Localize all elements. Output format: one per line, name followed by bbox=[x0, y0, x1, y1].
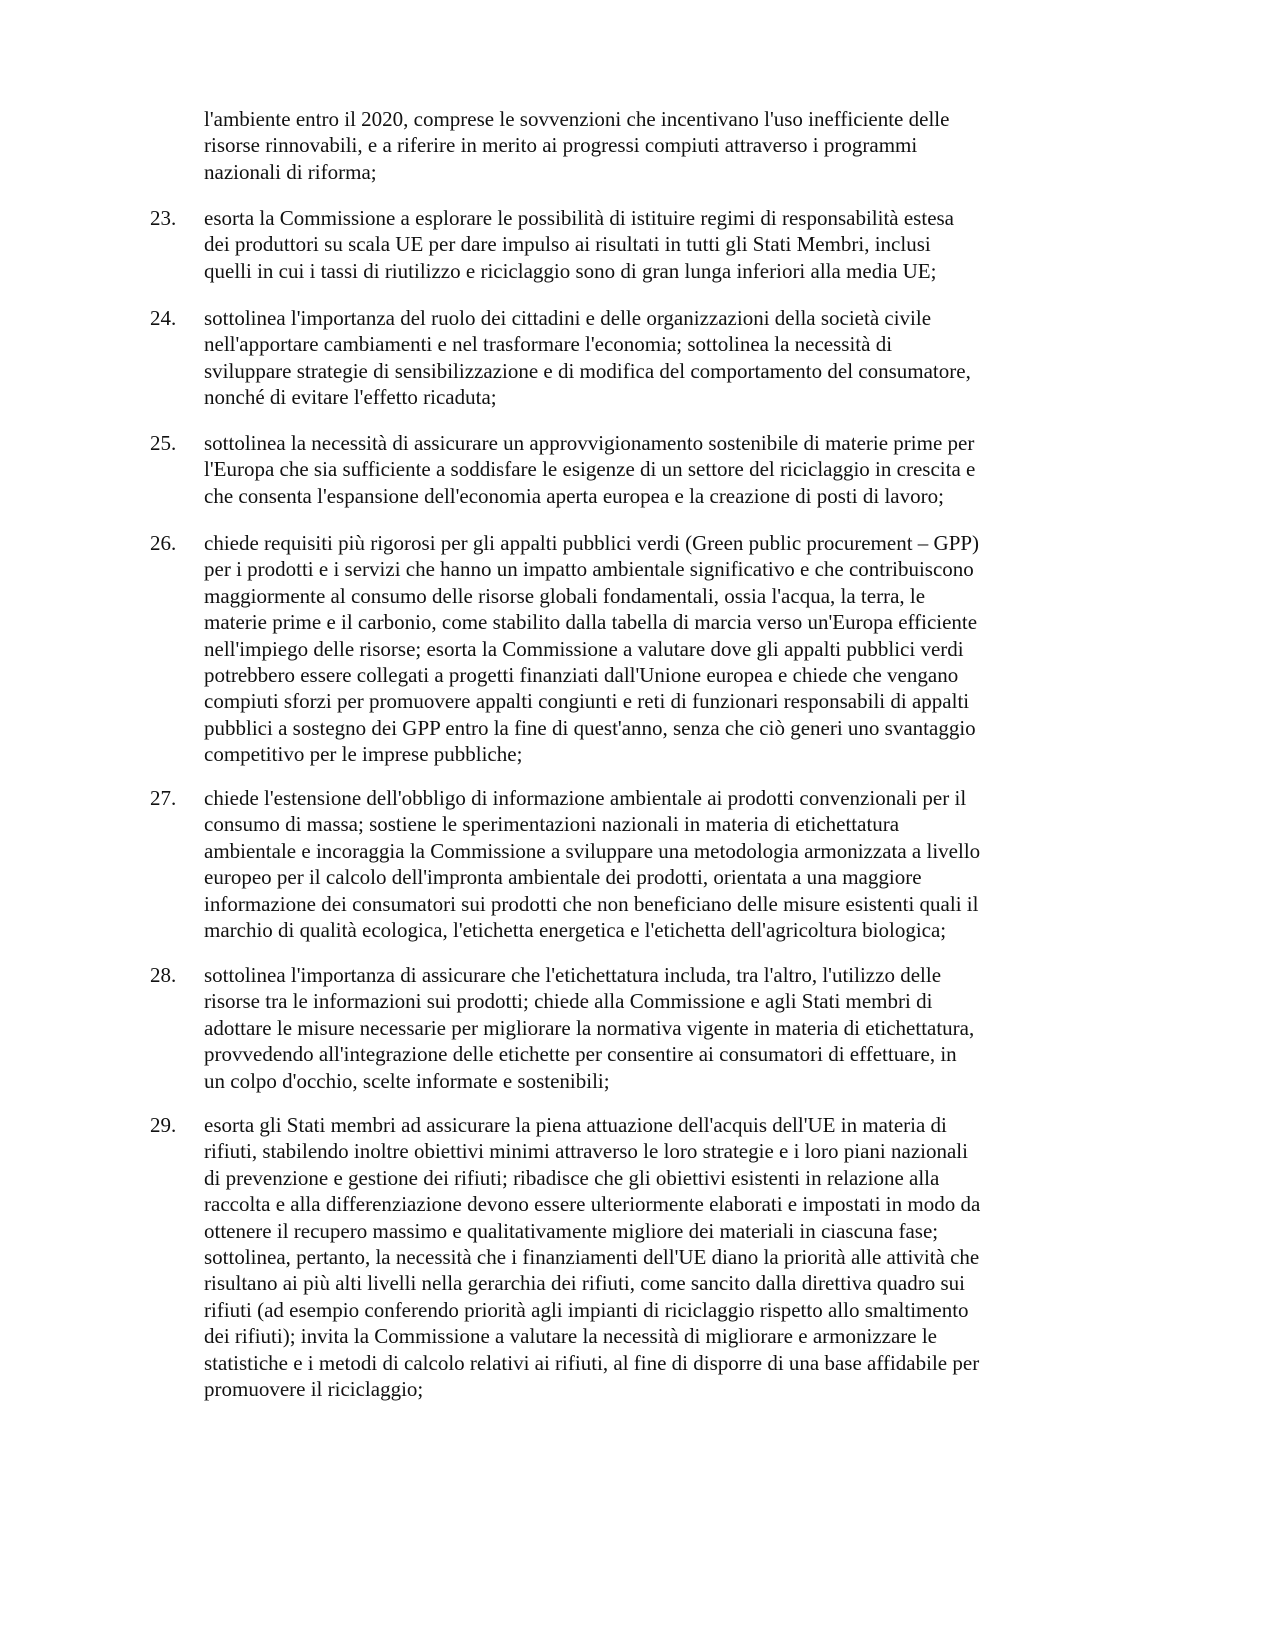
text-line: sottolinea l'importanza del ruolo dei cittadini e delle organizzazioni della società civile bbox=[204, 306, 932, 330]
text-line: risorse tra le informazioni sui prodotti; chiede alla Commissione e agli Stati membri di bbox=[204, 989, 933, 1014]
text-line: chiede requisiti più rigorosi per gli appalti pubblici verdi (Green public procurement – GPP) bbox=[204, 531, 980, 555]
text-line: compiuti sforzi per promuovere appalti congiunti e reti di funzionari responsabili di appalti bbox=[204, 689, 970, 714]
text-line: europeo per il calcolo dell'impronta ambientale dei prodotti, orientata a una maggiore bbox=[204, 865, 922, 890]
text-line: quelli in cui i tassi di riutilizzo e riciclaggio sono di gran lunga inferiori alla media UE; bbox=[204, 258, 937, 283]
item-number: 23. bbox=[150, 206, 177, 230]
text-line: di prevenzione e gestione dei rifiuti; ribadisce che gli obiettivi esistenti in relazione alla bbox=[204, 1165, 940, 1190]
text-line: potrebbero essere collegati a progetti finanziati dall'Unione europea e chiede che vengano bbox=[204, 663, 959, 688]
text-line: promuovere il riciclaggio; bbox=[204, 1377, 424, 1402]
text-line: chiede l'estensione dell'obbligo di informazione ambientale ai prodotti convenzionali per il bbox=[204, 786, 967, 810]
list-item-29 bbox=[150, 1112, 1050, 1402]
text-line: adottare le misure necessarie per migliorare la normativa vigente in materia di etichettatura, bbox=[204, 1015, 975, 1040]
text-line: statistiche e i metodi di calcolo relativi ai rifiuti, al fine di disporre di una base affidabile per bbox=[204, 1350, 980, 1375]
text-line: risorse rinnovabili, e a riferire in merito ai progressi compiuti attraverso i programmi bbox=[204, 133, 918, 158]
text-line: esorta la Commissione a esplorare le possibilità di istituire regimi di responsabilità estesa bbox=[204, 206, 955, 230]
text-line: l'Europa che sia sufficiente a soddisfare le esigenze di un settore del riciclaggio in crescita e bbox=[204, 457, 976, 482]
text-line: per i prodotti e i servizi che hanno un impatto ambientale significativo e che contribuiscono bbox=[204, 557, 974, 582]
text-line: ambientale e incoraggia la Commissione a sviluppare una metodologia armonizzata a livello bbox=[204, 838, 981, 863]
text-line: competitivo per le imprese pubbliche; bbox=[204, 742, 523, 767]
text-line: rifiuti, stabilendo inoltre obiettivi minimi attraverso le loro strategie e i loro piani nazionali bbox=[204, 1139, 968, 1164]
text-line: maggiormente al consumo delle risorse globali fondamentali, ossia l'acqua, la terra, le bbox=[204, 583, 926, 608]
list-item-25 bbox=[150, 430, 1050, 509]
item-number: 27. bbox=[150, 786, 177, 810]
item-number: 29. bbox=[150, 1113, 177, 1137]
item-number: 28. bbox=[150, 963, 177, 987]
text-line: marchio di qualità ecologica, l'etichetta energetica e l'etichetta dell'agricoltura biologica; bbox=[204, 918, 947, 943]
text-line: rifiuti (ad esempio conferendo priorità agli impianti di riciclaggio rispetto allo smaltimento bbox=[204, 1297, 969, 1322]
continuation-paragraph bbox=[150, 106, 1104, 185]
text-line: consumo di massa; sostiene le sperimentazioni nazionali in materia di etichettatura bbox=[204, 812, 900, 837]
text-line: sottolinea l'importanza di assicurare che l'etichettatura includa, tra l'altro, l'utilizzo delle bbox=[204, 963, 942, 987]
text-line: sottolinea, pertanto, la necessità che i finanziamenti dell'UE diano la priorità alle attività che bbox=[204, 1245, 980, 1270]
list-item-23 bbox=[150, 205, 1050, 284]
text-line: sviluppare strategie di sensibilizzazione e di modifica del comportamento del consumatore, bbox=[204, 358, 971, 383]
text-line: pubblici a sostegno dei GPP entro la fine di quest'anno, senza che ciò generi uno svantaggio bbox=[204, 715, 976, 740]
list-item-27 bbox=[150, 785, 1050, 943]
text-line: l'ambiente entro il 2020, comprese le sovvenzioni che incentivano l'uso inefficiente delle bbox=[204, 107, 950, 131]
item-number: 25. bbox=[150, 431, 177, 455]
text-line: raccolta e alla differenziazione devono essere ulteriormente elaborati e impostati in modo da bbox=[204, 1192, 981, 1217]
item-number: 24. bbox=[150, 306, 177, 330]
text-line: che consenta l'espansione dell'economia aperta europea e la creazione di posti di lavoro; bbox=[204, 483, 944, 508]
text-line: esorta gli Stati membri ad assicurare la piena attuazione dell'acquis dell'UE in materia di bbox=[204, 1113, 947, 1137]
text-line: nell'impiego delle risorse; esorta la Commissione a valutare dove gli appalti pubblici verdi bbox=[204, 636, 964, 661]
text-line: nell'apportare cambiamenti e nel trasformare l'economia; sottolinea la necessità di bbox=[204, 332, 893, 357]
list-item-26 bbox=[150, 530, 1050, 768]
text-line: informazione dei consumatori sui prodotti che non beneficiano delle misure esistenti quali il bbox=[204, 891, 979, 916]
list-item-28 bbox=[150, 962, 1050, 1094]
text-line: ottenere il recupero massimo e qualitativamente migliore dei materiali in ciascuna fase; bbox=[204, 1218, 939, 1243]
text-line: materie prime e il carbonio, come stabilito dalla tabella di marcia verso un'Europa efficiente bbox=[204, 610, 978, 635]
text-line: nonché di evitare l'effetto ricaduta; bbox=[204, 385, 497, 410]
list-item-24 bbox=[150, 305, 1050, 411]
text-line: dei produttori su scala UE per dare impulso ai risultati in tutti gli Stati Membri, inclusi bbox=[204, 232, 931, 257]
text-line: un colpo d'occhio, scelte informate e sostenibili; bbox=[204, 1068, 610, 1093]
text-line: provvedendo all'integrazione delle etichette per consentire ai consumatori di effettuare, in bbox=[204, 1042, 957, 1067]
text-line: risultano ai più alti livelli nella gerarchia dei rifiuti, come sancito dalla direttiva quadro sui bbox=[204, 1271, 966, 1296]
text-line: dei rifiuti); invita la Commissione a valutare la necessità di migliorare e armonizzare le bbox=[204, 1324, 937, 1349]
text-line: nazionali di riforma; bbox=[204, 159, 377, 184]
item-number: 26. bbox=[150, 531, 177, 555]
text-line: sottolinea la necessità di assicurare un approvvigionamento sostenibile di materie prime per bbox=[204, 431, 975, 455]
